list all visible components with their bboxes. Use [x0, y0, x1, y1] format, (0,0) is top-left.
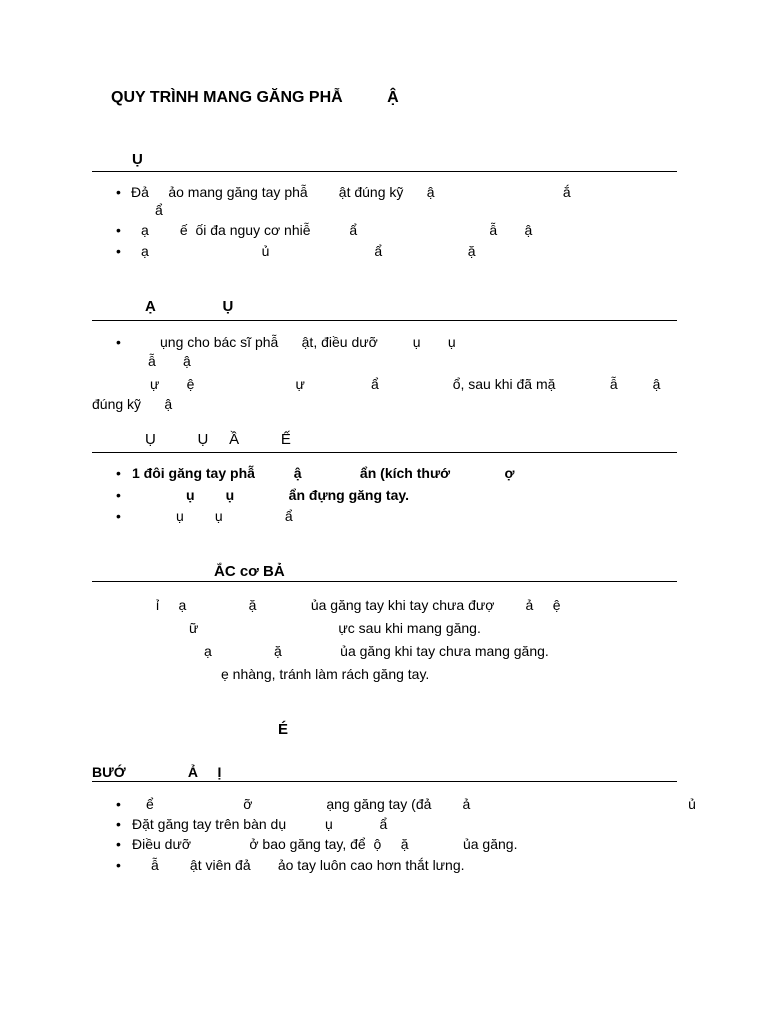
paragraph-line: ỉ ạ ặ ủa găng tay khi tay chưa đượ ả ệ [156, 597, 561, 613]
section-divider [92, 171, 677, 172]
list-item: 1 đôi găng tay phẫ ậ ẩn (kích thướ ợ [132, 465, 515, 481]
section-heading-steps: É [278, 721, 289, 738]
section-divider [92, 781, 677, 782]
section-heading-preparation: BƯỚ Ả Ị [92, 764, 222, 780]
list-item-continuation: ẫ ậ [148, 353, 191, 369]
paragraph-line: đúng kỹ ậ [92, 396, 173, 412]
bullet-icon: • [116, 334, 121, 350]
section-heading-scope: Ạ Ụ [145, 298, 234, 315]
bullet-icon: • [116, 857, 121, 873]
section-heading-principles: ẮC cơ BẢ [214, 563, 285, 580]
bullet-icon: • [116, 222, 121, 238]
bullet-icon: • [116, 796, 121, 812]
section-divider [92, 320, 677, 321]
paragraph-line: ự ệ ự ẩ ổ, sau khi đã mặ ẫ ậ [150, 376, 661, 392]
list-item: Đả ảo mang găng tay phẫ ật đúng kỹ ậ ắ [131, 184, 571, 200]
list-item: Điều dưỡ ở bao găng tay, để ộ ặ ủa găng. [132, 836, 518, 852]
paragraph-line: ữ ực sau khi mang găng. [189, 620, 481, 636]
bullet-icon: • [116, 184, 121, 200]
list-item: ụng cho bác sĩ phẫ ật, điều dưỡ ụ ụ [160, 334, 456, 350]
paragraph-line: ạ ặ ủa găng khi tay chưa mang găng. [204, 643, 549, 659]
bullet-icon: • [116, 487, 121, 503]
list-item-continuation: ẩ [155, 202, 163, 218]
bullet-icon: • [116, 243, 121, 259]
list-item: ụ ụ ẩn đựng găng tay. [186, 487, 410, 503]
bullet-icon: • [116, 465, 121, 481]
section-heading-equipment: Ụ Ụ Ầ Ế [145, 431, 291, 448]
bullet-icon: • [116, 836, 121, 852]
paragraph-line: ẹ nhàng, tránh làm rách găng tay. [221, 666, 430, 682]
list-item: ạ ủ ẩ ặ [141, 243, 476, 259]
section-heading-purpose: Ụ [132, 151, 143, 168]
bullet-icon: • [116, 816, 121, 832]
section-divider [92, 581, 677, 582]
list-item: ạ ế ối đa nguy cơ nhiễ ẩ ẫ ậ [141, 222, 533, 238]
list-item: Đặt găng tay trên bàn dụ ụ ẩ [132, 816, 388, 832]
list-item: ẫ ật viên đả ảo tay luôn cao hơn thắt lưng. [151, 857, 465, 873]
list-item: ụ ụ ẩ [176, 508, 293, 524]
document-title: QUY TRÌNH MANG GĂNG PHẪ Ậ [111, 89, 399, 106]
list-item: ể ỡ ạng găng tay (đả ả ủ [146, 796, 696, 812]
bullet-icon: • [116, 508, 121, 524]
section-divider [92, 452, 677, 453]
